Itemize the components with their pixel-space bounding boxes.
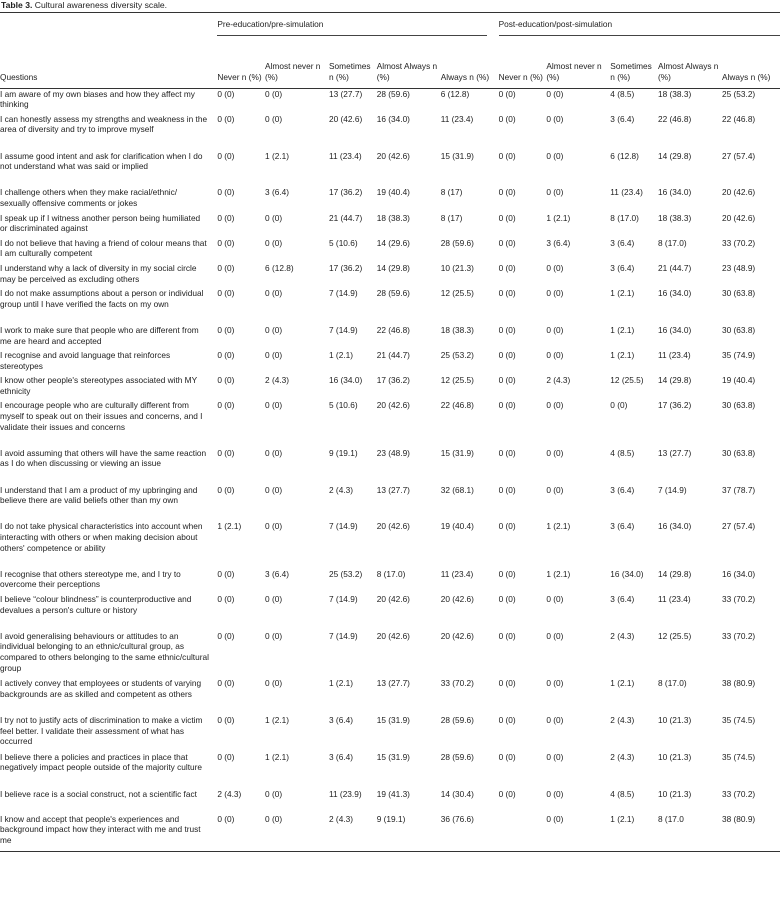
value-cell: 1 (2.1) [329, 678, 353, 689]
value-cell: 8 (17.0 [658, 813, 684, 824]
group-label-post: Post-education/post-simulation [499, 19, 780, 36]
column-header: Sometimes n (%) [329, 61, 371, 82]
value-cell: 35 (74.5) [721, 751, 756, 762]
value-cell: 0 (0) [546, 262, 564, 273]
value-cell: 15 (31.9) [376, 751, 410, 762]
value-cell: 20 (42.6) [376, 521, 410, 532]
value-cell: 0 (0) [217, 212, 235, 223]
table-body [0, 88, 780, 851]
value-cell: 0 (0) [217, 447, 235, 458]
value-cell: 23 (48.9) [376, 447, 410, 458]
value-cell: 1 (2.1) [546, 521, 571, 532]
value-cell: 30 (63.8) [721, 447, 756, 458]
value-cell: 0 (0) [498, 375, 516, 386]
question-cell: I avoid assuming that others will have the same reaction as I do when discussing or viewing an issue [0, 447, 207, 469]
value-cell: 0 (0) [546, 288, 564, 299]
column-header: Sometimes n (%) [610, 61, 652, 82]
value-cell: 1 (2.1) [265, 150, 290, 161]
value-cell: 0 (0) [217, 630, 235, 641]
value-cell: 9 (19.1) [329, 447, 358, 458]
value-cell: 0 (0) [217, 262, 235, 273]
value-cell: 20 (42.6) [376, 150, 410, 161]
value-cell: 19 (41.3) [376, 788, 410, 799]
value-cell: 0 (0) [546, 788, 564, 799]
value-cell: 0 (0) [217, 237, 235, 248]
value-cell: 0 (0) [217, 813, 235, 824]
value-cell: 15 (31.9) [376, 715, 410, 726]
value-cell: 0 (0) [498, 594, 516, 605]
value-cell: 15 (31.9) [440, 150, 474, 161]
question-cell: I understand that I am a product of my upbringing and believe there are valid beliefs other than my own [0, 484, 198, 506]
value-cell: 3 (6.4) [610, 237, 635, 248]
value-cell: 0 (0) [265, 400, 283, 411]
value-cell: 0 (0) [265, 630, 283, 641]
value-cell: 0 (0) [265, 813, 283, 824]
value-cell: 0 (0) [498, 484, 516, 495]
value-cell: 21 (44.7) [376, 350, 410, 361]
value-cell: 8 (17.0) [376, 568, 406, 579]
value-cell: 0 (0) [546, 324, 564, 335]
value-cell: 0 (0) [546, 88, 564, 99]
value-cell: 0 (0) [546, 150, 564, 161]
value-cell: 3 (6.4) [265, 568, 290, 579]
value-cell: 11 (23.4) [329, 150, 362, 161]
value-cell: 0 (0) [546, 113, 564, 124]
value-cell: 2 (4.3) [610, 630, 635, 641]
data-table [0, 12, 780, 852]
value-cell: 11 (23.4) [440, 568, 474, 579]
group-header-post [499, 13, 780, 36]
value-cell: 20 (42.6) [440, 594, 474, 605]
value-cell: 13 (27.7) [376, 678, 410, 689]
column-header: Never n (%) [217, 72, 262, 82]
value-cell: 0 (0) [265, 237, 283, 248]
value-cell: 20 (42.6) [376, 594, 410, 605]
value-cell: 14 (29.8) [376, 262, 410, 273]
value-cell: 8 (17) [440, 212, 463, 223]
value-cell: 1 (2.1) [610, 288, 635, 299]
value-cell: 22 (46.8) [376, 324, 410, 335]
value-cell: 30 (63.8) [721, 400, 756, 411]
table-row [0, 752, 780, 789]
value-cell: 0 (0) [498, 715, 516, 726]
table-row [0, 288, 780, 325]
value-cell: 35 (74.9) [721, 350, 756, 361]
value-cell: 2 (4.3) [610, 715, 635, 726]
value-cell: 21 (44.7) [658, 262, 692, 273]
value-cell: 0 (0) [498, 751, 516, 762]
value-cell: 19 (40.4) [440, 521, 474, 532]
value-cell: 28 (59.6) [376, 288, 410, 299]
question-cell: I avoid generalising behaviours or attitudes to an individual belonging to an ethnic/cultural group, as compared to others belonging to the same ethnic/cultural group [0, 630, 209, 673]
value-cell: 16 (34.0) [658, 187, 692, 198]
value-cell: 1 (2.1) [265, 751, 290, 762]
value-cell: 20 (42.6) [721, 187, 756, 198]
value-cell: 1 (2.1) [329, 350, 353, 361]
value-cell: 13 (27.7) [329, 88, 363, 99]
value-cell: 6 (12.8) [610, 150, 639, 161]
question-cell: I know other people's stereotypes associated with MY ethnicity [0, 375, 197, 396]
value-cell: 0 (0) [546, 187, 564, 198]
value-cell: 3 (6.4) [610, 262, 635, 273]
blank-header-cell [0, 13, 217, 36]
column-header-questions: Questions [0, 72, 38, 82]
value-cell: 35 (74.5) [721, 715, 756, 726]
value-cell: 14 (30.4) [440, 788, 474, 799]
value-cell: 8 (17.0) [658, 678, 687, 689]
table-row [0, 521, 780, 568]
value-cell: 20 (42.6) [376, 400, 410, 411]
value-cell: 3 (6.4) [610, 521, 635, 532]
value-cell: 5 (10.6) [329, 400, 358, 411]
question-cell: I actively convey that employees or students of varying backgrounds are as skilled and competent as others [0, 678, 202, 699]
value-cell: 0 (0) [217, 375, 235, 386]
value-cell: 16 (34.0) [658, 324, 692, 335]
group-label-pre: Pre-education/pre-simulation [217, 19, 486, 36]
value-cell: 14 (29.8) [658, 375, 692, 386]
value-cell: 33 (70.2) [440, 678, 474, 689]
value-cell: 8 (17) [440, 187, 463, 198]
value-cell: 0 (0) [217, 400, 235, 411]
value-cell: 11 (23.4) [658, 594, 691, 605]
value-cell: 12 (25.5) [658, 630, 692, 641]
value-cell: 1 (2.1) [610, 350, 635, 361]
value-cell: 27 (57.4) [721, 150, 756, 161]
value-cell: 32 (68.1) [440, 484, 474, 495]
value-cell: 0 (0) [217, 715, 235, 726]
value-cell: 0 (0) [498, 788, 516, 799]
value-cell: 2 (4.3) [329, 813, 353, 824]
value-cell: 28 (59.6) [440, 237, 474, 248]
value-cell: 12 (25.5) [610, 375, 644, 386]
group-header-pre [217, 13, 498, 36]
value-cell: 1 (2.1) [265, 715, 290, 726]
value-cell: 30 (63.8) [721, 288, 756, 299]
value-cell: 1 (2.1) [217, 521, 242, 532]
value-cell: 20 (42.6) [721, 212, 756, 223]
table-row [0, 213, 780, 238]
value-cell: 11 (23.4) [440, 113, 474, 124]
value-cell: 0 (0) [498, 288, 516, 299]
value-cell: 0 (0) [546, 630, 564, 641]
table-row [0, 485, 780, 522]
value-cell: 11 (23.4) [610, 187, 643, 198]
value-cell: 7 (14.9) [329, 324, 358, 335]
value-cell: 14 (29.6) [376, 237, 410, 248]
question-cell: I am aware of my own biases and how they affect my thinking [0, 88, 195, 110]
value-cell: 2 (4.3) [610, 751, 635, 762]
value-cell: 0 (0) [265, 594, 283, 605]
value-cell: 0 (0) [498, 150, 516, 161]
column-header-row [0, 36, 780, 89]
table-row [0, 448, 780, 485]
value-cell: 0 (0) [498, 212, 516, 223]
value-cell: 13 (27.7) [658, 447, 692, 458]
value-cell: 10 (21.3) [440, 262, 474, 273]
value-cell: 36 (76.6) [440, 813, 474, 824]
value-cell: 0 (0) [265, 484, 283, 495]
table-row [0, 400, 780, 447]
value-cell: 0 (0) [265, 788, 283, 799]
value-cell: 3 (6.4) [610, 484, 635, 495]
value-cell: 3 (6.4) [265, 187, 290, 198]
value-cell: 15 (31.9) [440, 447, 474, 458]
value-cell: 0 (0) [498, 568, 516, 579]
table-row [0, 263, 780, 288]
group-header-row [0, 13, 780, 36]
table-row [0, 325, 780, 350]
value-cell: 7 (14.9) [329, 594, 358, 605]
value-cell: 3 (6.4) [546, 237, 571, 248]
value-cell: 0 (0) [217, 150, 235, 161]
value-cell: 0 (0) [265, 350, 283, 361]
value-cell: 0 (0) [217, 594, 235, 605]
value-cell: 33 (70.2) [721, 594, 756, 605]
value-cell: 7 (14.9) [658, 484, 687, 495]
value-cell: 0 (0) [498, 350, 516, 361]
table-row [0, 569, 780, 594]
value-cell: 8 (17.0) [610, 212, 639, 223]
value-cell: 25 (53.2) [721, 88, 756, 99]
value-cell: 3 (6.4) [610, 594, 635, 605]
value-cell: 10 (21.3) [658, 788, 692, 799]
question-cell: I speak up if I witness another person being humiliated or discriminated against [0, 212, 201, 234]
value-cell: 0 (0) [265, 88, 283, 99]
value-cell: 18 (38.3) [376, 212, 410, 223]
column-header: Almost never n (%) [265, 61, 321, 82]
value-cell: 18 (38.3) [658, 88, 692, 99]
value-cell: 0 (0) [610, 400, 628, 411]
table-row [0, 151, 780, 188]
question-cell: I believe there a policies and practices in place that negatively impact people outside of the majority culture [0, 751, 203, 773]
question-cell: I believe “colour blindness” is counterproductive and devalues a person's culture or history [0, 594, 192, 615]
value-cell: 0 (0) [498, 447, 516, 458]
column-header: Almost Always n (%) [658, 61, 719, 82]
value-cell: 20 (42.6) [440, 630, 474, 641]
question-cell: I work to make sure that people who are different from me are heard and accepted [0, 324, 199, 346]
value-cell: 25 (53.2) [440, 350, 474, 361]
value-cell: 12 (25.5) [440, 288, 474, 299]
value-cell: 0 (0) [546, 751, 564, 762]
value-cell: 14 (29.8) [658, 568, 692, 579]
table-row [0, 631, 780, 678]
value-cell: 0 (0) [217, 88, 235, 99]
value-cell: 0 (0) [498, 678, 516, 689]
value-cell: 1 (2.1) [546, 568, 571, 579]
table-row [0, 114, 780, 151]
value-cell: 14 (29.8) [658, 150, 692, 161]
table-row [0, 350, 780, 375]
value-cell: 27 (57.4) [721, 521, 756, 532]
table-row [0, 715, 780, 752]
table-row [0, 187, 780, 212]
question-cell: I recognise and avoid language that reinforces stereotypes [0, 350, 171, 371]
table-caption [1, 0, 167, 10]
value-cell: 0 (0) [546, 813, 564, 824]
value-cell: 20 (42.6) [329, 113, 363, 124]
column-header: Almost never n (%) [546, 61, 602, 82]
value-cell: 17 (36.2) [329, 187, 363, 198]
value-cell: 16 (34.0) [376, 113, 410, 124]
table-row [0, 88, 780, 114]
value-cell: 28 (59.6) [440, 715, 474, 726]
value-cell: 13 (27.7) [376, 484, 410, 495]
value-cell: 0 (0) [265, 212, 283, 223]
value-cell: 0 (0) [546, 484, 564, 495]
value-cell: 0 (0) [217, 288, 235, 299]
value-cell: 22 (46.8) [440, 400, 474, 411]
value-cell: 1 (2.1) [546, 212, 571, 223]
value-cell: 17 (36.2) [658, 400, 692, 411]
question-cell: I believe race is a social construct, not a scientific fact [0, 788, 197, 799]
value-cell: 23 (48.9) [721, 262, 756, 273]
value-cell: 1 (2.1) [610, 324, 635, 335]
table-row [0, 594, 780, 631]
caption-text: Cultural awareness diversity scale. [34, 0, 168, 10]
value-cell: 33 (70.2) [721, 237, 756, 248]
value-cell: 0 (0) [498, 187, 516, 198]
caption-label: Table 3. [1, 0, 33, 10]
value-cell: 18 (38.3) [440, 324, 474, 335]
value-cell: 38 (80.9) [721, 678, 756, 689]
value-cell: 0 (0) [217, 484, 235, 495]
value-cell: 11 (23.9) [329, 788, 362, 799]
value-cell: 16 (34.0) [658, 521, 692, 532]
value-cell: 0 (0) [265, 521, 283, 532]
value-cell: 28 (59.6) [440, 751, 474, 762]
question-cell: I do not make assumptions about a person or individual group until I have verified the facts on my own [0, 288, 204, 309]
value-cell: 12 (25.5) [440, 375, 474, 386]
table-row [0, 678, 780, 715]
value-cell: 0 (0) [498, 113, 516, 124]
value-cell: 0 (0) [265, 324, 283, 335]
column-header: Always n (%) [721, 72, 771, 82]
value-cell: 0 (0) [217, 751, 235, 762]
value-cell: 4 (8.5) [610, 88, 635, 99]
value-cell: 19 (40.4) [721, 375, 756, 386]
value-cell: 2 (4.3) [265, 375, 290, 386]
value-cell: 0 (0) [217, 568, 235, 579]
value-cell: 0 (0) [546, 447, 564, 458]
value-cell: 2 (4.3) [546, 375, 571, 386]
value-cell: 1 (2.1) [610, 813, 635, 824]
value-cell: 19 (40.4) [376, 187, 410, 198]
value-cell: 0 (0) [265, 678, 283, 689]
value-cell: 3 (6.4) [329, 715, 353, 726]
column-header: Never n (%) [498, 72, 543, 82]
question-cell: I do not believe that having a friend of colour means that I am culturally competent [0, 237, 207, 259]
value-cell: 16 (34.0) [721, 568, 756, 579]
value-cell: 33 (70.2) [721, 630, 756, 641]
value-cell: 9 (19.1) [376, 813, 406, 824]
value-cell: 16 (34.0) [329, 375, 363, 386]
question-cell: I try not to justify acts of discrimination to make a victim feel better. I validate their assessment of what has occurred [0, 715, 203, 747]
value-cell: 7 (14.9) [329, 288, 358, 299]
value-cell: 0 (0) [217, 678, 235, 689]
value-cell: 10 (21.3) [658, 715, 692, 726]
value-cell: 33 (70.2) [721, 788, 756, 799]
value-cell: 0 (0) [265, 288, 283, 299]
value-cell: 0 (0) [546, 400, 564, 411]
value-cell: 6 (12.8) [440, 88, 470, 99]
value-cell: 4 (8.5) [610, 447, 635, 458]
value-cell: 0 (0) [265, 113, 283, 124]
value-cell: 20 (42.6) [376, 630, 410, 641]
table-row [0, 375, 780, 400]
value-cell: 30 (63.8) [721, 324, 756, 335]
value-cell: 0 (0) [546, 715, 564, 726]
question-cell: I challenge others when they make racial/ethnic/ sexually offensive comments or jokes [0, 187, 178, 208]
value-cell: 0 (0) [265, 447, 283, 458]
value-cell: 3 (6.4) [610, 113, 635, 124]
value-cell: 22 (46.8) [658, 113, 692, 124]
value-cell: 3 (6.4) [329, 751, 353, 762]
table-row [0, 238, 780, 263]
value-cell: 10 (21.3) [658, 751, 692, 762]
value-cell: 16 (34.0) [610, 568, 644, 579]
value-cell: 0 (0) [217, 187, 235, 198]
question-cell: I do not take physical characteristics into account when interacting with others or when making decision about others' competence or ability [0, 521, 203, 553]
value-cell: 0 (0) [217, 350, 235, 361]
value-cell: 38 (80.9) [721, 813, 756, 824]
value-cell: 7 (14.9) [329, 630, 358, 641]
value-cell: 22 (46.8) [721, 113, 756, 124]
value-cell: 28 (59.6) [376, 88, 410, 99]
value-cell: 0 (0) [498, 262, 516, 273]
value-cell: 0 (0) [498, 521, 516, 532]
table-row [0, 814, 780, 851]
value-cell [499, 814, 547, 851]
question-cell: I know and accept that people's experiences and background impact how they interact with me and trust me [0, 813, 201, 845]
question-cell: I encourage people who are culturally different from myself to speak out on their issues and concerns, and I validate their issues and concerns [0, 400, 203, 432]
question-cell: I recognise that others stereotype me, and I try to overcome their perceptions [0, 568, 181, 590]
value-cell: 7 (14.9) [329, 521, 358, 532]
value-cell: 4 (8.5) [610, 788, 635, 799]
value-cell: 8 (17.0) [658, 237, 687, 248]
value-cell: 0 (0) [546, 594, 564, 605]
value-cell: 18 (38.3) [658, 212, 692, 223]
value-cell: 25 (53.2) [329, 568, 363, 579]
value-cell: 1 (2.1) [610, 678, 635, 689]
question-cell: I assume good intent and ask for clarification when I do not understand what was said or implied [0, 150, 203, 172]
value-cell: 17 (36.2) [329, 262, 363, 273]
value-cell: 0 (0) [546, 350, 564, 361]
value-cell: 37 (78.7) [721, 484, 756, 495]
question-cell: I can honestly assess my strengths and weakness in the area of diversity and try to improve myself [0, 113, 208, 135]
value-cell: 0 (0) [498, 88, 516, 99]
value-cell: 2 (4.3) [217, 788, 242, 799]
value-cell: 0 (0) [498, 400, 516, 411]
value-cell: 16 (34.0) [658, 288, 692, 299]
value-cell: 2 (4.3) [329, 484, 353, 495]
value-cell: 6 (12.8) [265, 262, 294, 273]
column-header: Almost Always n (%) [376, 61, 438, 82]
value-cell: 17 (36.2) [376, 375, 410, 386]
value-cell: 0 (0) [217, 113, 235, 124]
value-cell: 0 (0) [498, 237, 516, 248]
table-row [0, 789, 780, 814]
value-cell: 0 (0) [217, 324, 235, 335]
question-cell: I understand why a lack of diversity in my social circle may be perceived as excluding others [0, 262, 197, 284]
value-cell: 11 (23.4) [658, 350, 691, 361]
value-cell: 0 (0) [546, 678, 564, 689]
value-cell: 21 (44.7) [329, 212, 363, 223]
value-cell: 0 (0) [498, 324, 516, 335]
column-header: Always n (%) [440, 72, 490, 82]
value-cell: 5 (10.6) [329, 237, 358, 248]
value-cell: 0 (0) [498, 630, 516, 641]
